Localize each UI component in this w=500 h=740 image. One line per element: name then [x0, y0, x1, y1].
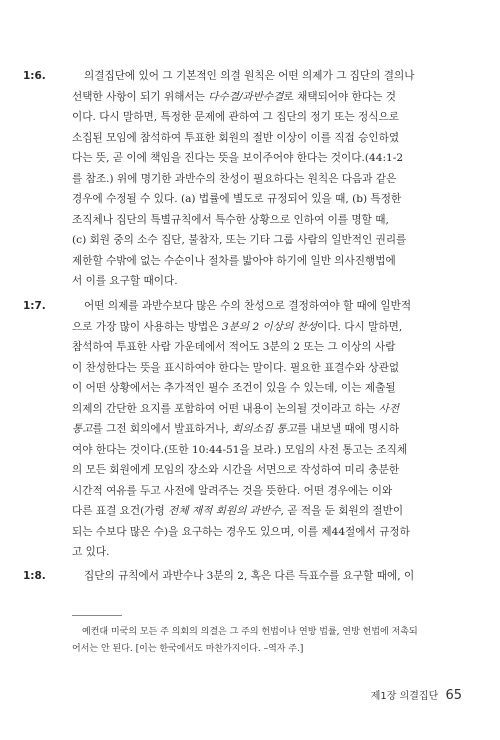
text-line: 다는 뜻, 곧 이에 책임을 진다는 뜻을 보이주어야 한다는 것이다.(44:1-2: [72, 152, 404, 164]
section-1-6: [23, 66, 464, 292]
footnote-line: 어서는 안 된다. [이는 한국에서도 마찬가지이다. –역자 주.]: [72, 644, 304, 654]
section-body: [72, 566, 464, 587]
text-line: 선택한 사항이 되기 위해서는 다수결/과반수결로 채택되어야 한다는 것: [72, 90, 396, 103]
text-line: 고 있다.: [72, 546, 110, 558]
section-1-7: [23, 296, 464, 563]
text-line: 으로 가장 많이 사용하는 방법은 3분의 2 이상의 찬성이다. 다시 말하면,: [72, 320, 403, 333]
text-line: 의제의 간단한 요지를 포함하여 어떤 내용이 논의될 것이라고 하는 사전: [72, 402, 400, 415]
text-line: 참석하여 투표한 사람 가운데에서 적어도 3분의 2 또는 그 이상의 사람: [72, 341, 396, 353]
section-body: [72, 296, 464, 563]
text-line: (c) 회원 중의 소수 집단, 불참자, 또는 기타 그룹 사람의 일반적인 권리를: [72, 234, 407, 246]
text-line: 되는 수보다 많은 수)을 요구하는 경우도 있으며, 이를 제44절에서 규정하: [72, 525, 410, 538]
text-line: 조직체나 집단의 특별규칙에서 특수한 상황으로 인하여 이를 명할 때,: [72, 213, 389, 226]
text-line: 소집된 모임에 참석하여 투표한 회원의 절반 이상이 이를 직접 승인하였: [72, 131, 400, 144]
text-line: 어떤 의제를 과반수보다 많은 수의 찬성으로 결정하여야 할 때에 일반적: [84, 300, 412, 312]
text-line: 이 찬성한다는 뜻을 표시하여야 한다는 말이다. 필요한 표결수와 상관없: [72, 361, 400, 374]
section-1-8: [23, 566, 464, 587]
chapter-title: 제1장 의결집단: [370, 691, 439, 702]
page-number: 65: [445, 688, 462, 703]
section-body: [72, 66, 464, 292]
footnote: [72, 624, 472, 658]
text-line: 제한할 수밖에 없는 수순이나 절차를 밟아야 하기에 일반 의사진행법에: [72, 254, 396, 267]
footnote-line: 예컨대 미국의 모든 주 의회의 의결은 그 주의 헌법이나 연방 법률, 연방 헌법에 저촉되: [82, 627, 418, 637]
text-line: 통고를 그전 회의에서 발표하거나, 회의소집 통고를 내보낼 때에 명시하: [72, 423, 400, 435]
text-line: 의결집단에 있어 그 기본적인 의결 원칙은 어떤 의제가 그 집단의 결의나: [84, 70, 415, 82]
text-line: 경우에 수정될 수 있다. (a) 법률에 별도로 규정되어 있을 때, (b) 특정한: [72, 193, 402, 205]
footnote-divider: [72, 615, 122, 616]
running-footer: [371, 687, 462, 703]
section-number: 1:6.: [23, 70, 46, 82]
text-line: 집단의 규칙에서 과반수나 3분의 2, 혹은 다른 득표수를 요구할 때에, 이: [84, 570, 415, 582]
text-line: 이 어떤 상황에서는 추가적인 필수 조건이 있을 수 있는데, 이는 제출될: [72, 382, 396, 394]
text-line: 시간적 여유를 두고 사전에 알려주는 것을 뜻한다. 어떤 경우에는 이와: [72, 484, 393, 497]
text-line: 다른 표결 요건(가령 전체 재적 회원의 과반수, 곧 적을 둔 회원의 절반이: [72, 505, 404, 517]
text-line: 서 이를 요구할 때이다.: [72, 275, 178, 287]
text-line: 의 모든 회원에게 모임의 장소와 시간을 서면으로 작성하여 미리 충분한: [72, 464, 400, 476]
text-line: 이다. 다시 말하면, 특정한 문제에 관하여 그 집단의 정기 또는 정식으로: [72, 111, 399, 123]
section-number: 1:8.: [23, 570, 46, 582]
text-line: 여야 한다는 것이다.(또한 10:44-51을 보라.) 모임의 사전 통고는 조직체: [72, 443, 408, 456]
text-line: 를 참조.) 위에 명기한 과반수의 찬성이 필요하다는 원칙은 다음과 같은: [72, 172, 397, 185]
section-number: 1:7.: [23, 300, 46, 312]
